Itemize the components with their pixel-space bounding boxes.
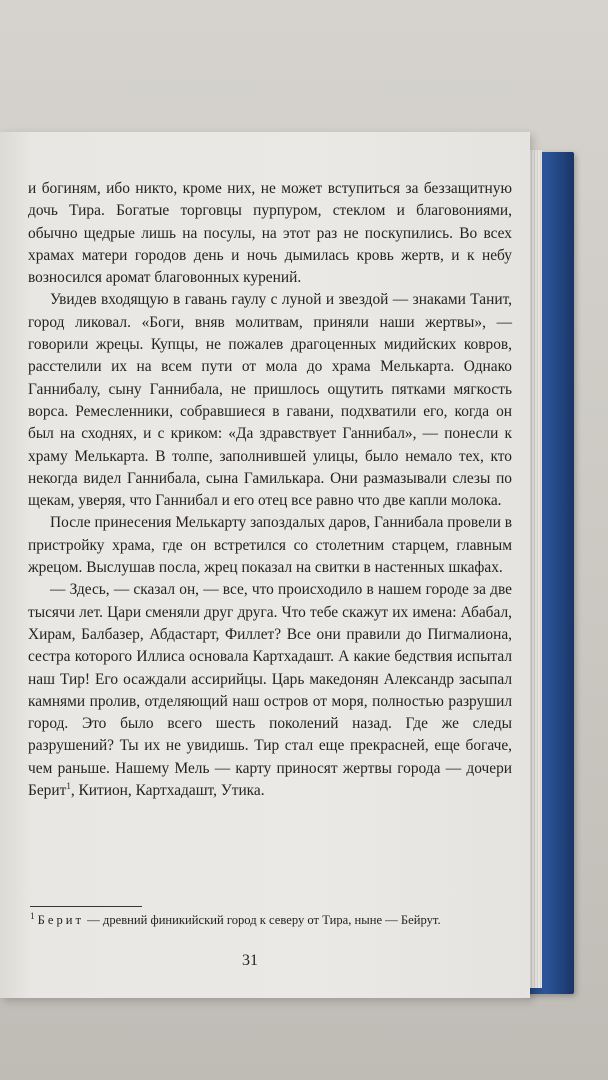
- page-number: 31: [242, 952, 258, 969]
- footnote-divider: [30, 906, 142, 907]
- footnote-marker: 1: [30, 910, 35, 921]
- paragraph-1: и богиням, ибо никто, кроме них, не может вступиться за беззащитную дочь Тира. Богатые торговцы пурпуром, стеклом и благовониями, обычно щедрые лишь на посулы, на этот раз не поскупились. Во всех храмах матери городов день и ночь дымилась кровь жертв, и к небу возносился аромат благовонных курений.: [28, 180, 512, 287]
- footnote-reference: 1: [66, 780, 71, 791]
- paragraph-4-tail: , Китион, Картхадашт, Утика.: [70, 782, 265, 800]
- book-page: [0, 132, 530, 998]
- paragraph-3: После принесения Мелькарту запоздалых даров, Ганнибала провели в пристройку храма, где он встретился со столетним старцем, главным жрецом. Выслушав посла, жрец показал на свитки в настенных шкафах.: [28, 514, 512, 577]
- paragraph-4-text: — Здесь, — сказал он, — все, что происходило в нашем городе за две тысячи лет. Цари сменяли друг друга. Что тебе скажут их имена: Абабал, Хирам, Балбазер, Абдастарт, Филлет? Все они правили до Пигмалиона, сестра которого Иллиса основала Картхадашт. А какие бедствия испытал наш Тир! Его осаждали ассирийцы. Царь македонян Александр засыпал камнями пролив, отделяющий наш остров от моря, полностью разрушил город. Это было всего шесть поколений назад. Где же следы разрушений? Ты их не увидишь. Тир стал еще прекрасней, еще богаче, чем раньше. Нашему Мель — карту приносят жертвы города — дочери Берит: [28, 581, 512, 800]
- paragraph-2: Увидев входящую в гавань гаулу с луной и звездой — знаками Танит, город ликовал. «Боги, вняв молитвам, приняли наши жертвы», — говорили жрецы. Купцы, не пожалев драгоценных мидийских ковров, расстелили их на всем пути от мола до храма Мелькарта. Однако Ганнибалу, сыну Ганнибала, не пришлось ощутить пятками мягкость ворса. Ремесленники, собравшиеся в гавани, подхватили его, когда он был на сходнях, и с криком: «Да здравствует Ганнибал», — понесли к храму Мелькарта. В толпе, заполнившей улицы, было немало тех, кто некогда видел Ганнибала, сына Гамилькара. Они размазывали слезы по щекам, уверяя, что Ганнибал и его отец все равно что две капли молока.: [28, 291, 512, 510]
- paragraph-4: [28, 579, 512, 802]
- body-text: [28, 178, 512, 802]
- footnote-text: — древний финикийский город к северу от Тира, ныне — Бейрут.: [84, 913, 441, 927]
- footnote-term: Берит: [37, 913, 85, 927]
- footnote: [30, 912, 450, 929]
